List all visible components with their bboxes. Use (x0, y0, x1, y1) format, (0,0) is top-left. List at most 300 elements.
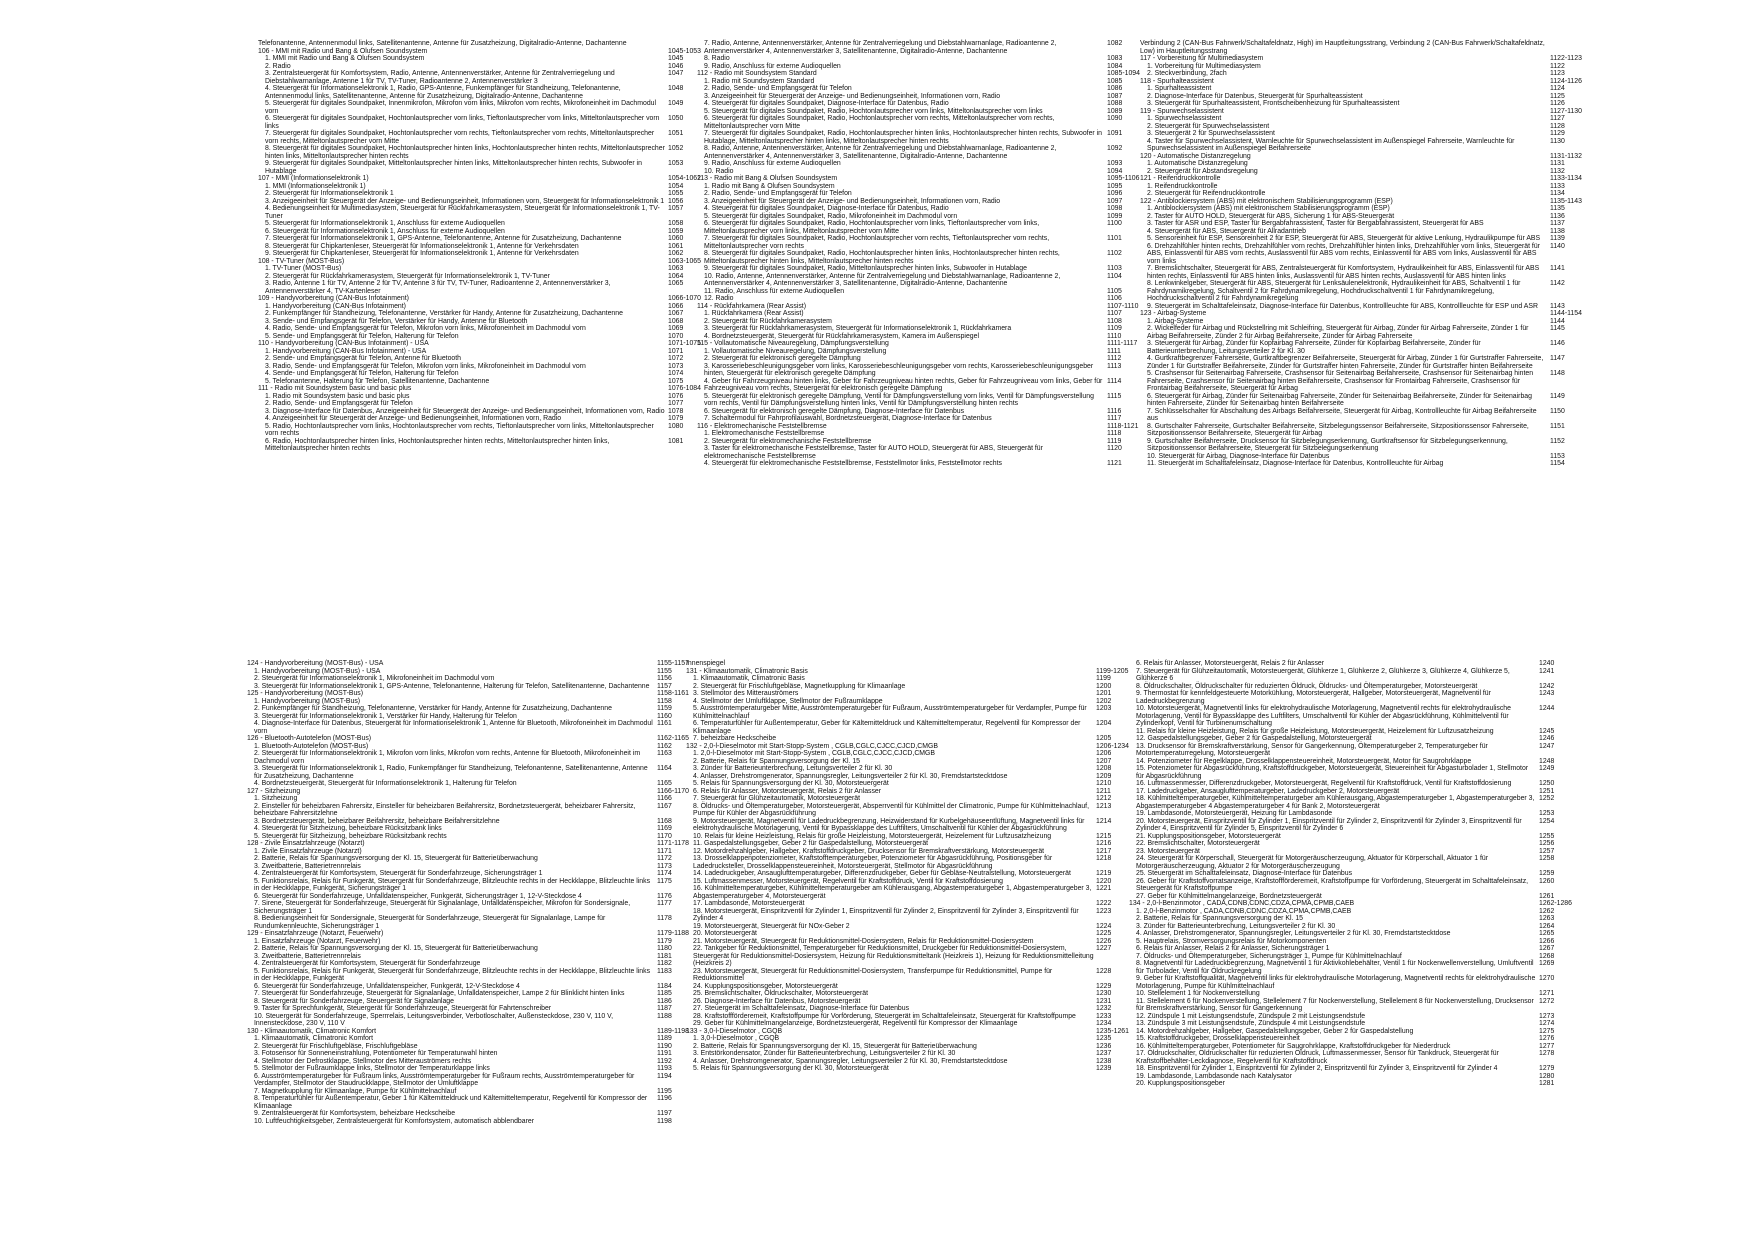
index-entry (1140, 205, 1610, 213)
index-entry (697, 78, 1167, 86)
page-number: 1077 (668, 400, 684, 407)
entry-text: 1. Einsatzfahrzeuge (Notarzt, Feuerwehr) (254, 937, 381, 945)
index-entry (258, 415, 728, 423)
entry-text: 124 - Handyvorbereitung (MOST-Bus) - USA (247, 660, 384, 667)
entry-text: 5. Funktionsrelais, Relais für Funkgerät, Steuergerät für Sonderfahrzeuge, Blitzleuchte rechts in der Heckklappe, Blitzleuchte links in der Heckklappe, Funkgerät (254, 967, 651, 982)
entry-text: 13. Zündspule 3 mit Leistungsendstufe, Zündspule 4 mit Leistungsendstufe (1136, 1020, 1366, 1027)
index-entry (247, 765, 717, 780)
index-entry (1129, 765, 1599, 780)
entry-text: 5. Steuergerät für Informationselektronik 1, Anschluss für externe Audioquellen (265, 220, 505, 227)
page-number: 1235 (1096, 1035, 1112, 1042)
entry-text: 128 - Zivile Einsatzfahrzeuge (Notarzt) (247, 840, 365, 847)
page-number: 1118 (1107, 430, 1122, 437)
index-entry (697, 198, 1167, 206)
page-number: 1095 (1107, 182, 1123, 190)
page-number: 1220 (1096, 877, 1112, 885)
index-entry (247, 713, 717, 721)
entry-text: 4. Gurtkraftbegrenzer Fahrerseite, Gurtkraftbegrenzer Beifahrerseite, Steuergerät für Airbag, Zünder 1 für Gurtstraffer Fahrerseite, Zünder 1 für Gurtstraffer Beifahrerseite, Zünder für Gurtstraffer hinten Fahrerseite, Zünder für Gurtstraffer hinten Beifahrerseite (1147, 355, 1544, 370)
entry-text: 2. Radio (265, 62, 291, 70)
entry-text: 4. Anlasser, Drehstromgenerator, Spannungsregler, Leitungsverteiler 2 für Kl. 30, Fremdstartstecktdose (1136, 930, 1451, 937)
page-number: 1124-1126 (1550, 77, 1582, 85)
entry-text: 8. Temperaturfühler für Außentemperatur, Geber 1 für Kältemitteldruck und Kältemitteltemperatur, Regelventil für Kompressor der Klimaanlage (254, 1095, 648, 1110)
entry-text: 4. Steuergerät für ABS, Steuergerät für Allradantrieb (1147, 227, 1306, 235)
index-entry (258, 393, 728, 401)
entry-text: 4. Geber für Fahrzeugniveau hinten links, Geber für Fahrzeugniveau hinten rechts, Geber für Fahrzeugniveau vorn links, Geber für Fahrzeugniveau vorn rechts, Steuergerät für elektronisch geregelte Dämpfung (704, 377, 1103, 392)
index-entry (686, 720, 1156, 735)
index-entry (1129, 810, 1599, 818)
entry-text: 1. Bluetooth-Autotelefon (MOST-Bus) (254, 742, 369, 750)
page-number: 1046 (668, 62, 684, 70)
page-number: 1116 (1107, 407, 1122, 415)
index-entry (258, 438, 728, 453)
page-number: 1157 (657, 682, 672, 690)
index-entry (1129, 668, 1599, 683)
page-number: 1045 (668, 55, 684, 62)
page-number: 1130 (1550, 137, 1565, 145)
entry-text: 29. Geber für Kühlmittelmangelanzeige, Bordnetzsteuergerät, Regelventil für Kompressor der Klimaanlage (693, 1020, 1018, 1027)
index-entry (1140, 453, 1610, 461)
entry-text: 3. Anzeigeeinheit für Steuergerät der Anzeige- und Bedienungseinheit, Informationen vorn, Radio (704, 92, 1001, 100)
entry-text: 2. Batterie, Relais für Spannungsversorgung der Kl. 15, Steuergerät für Batterieüberwachung (693, 1042, 977, 1050)
page-number: 1112 (1107, 355, 1122, 362)
entry-text: 5. Steuergerät für elektronisch geregelte Dämpfung, Ventil für Dämpfungsverstellung vorn links, Ventil für Dämpfungsverstellung vorn rechts, Ventil für Dämpfungsverstellung hinten links, Ventil für Dämpfungsverstellung hinten rechts (704, 392, 1094, 407)
section-heading (1140, 175, 1610, 183)
index-entry (1140, 115, 1610, 123)
page-number: 1080 (668, 422, 684, 430)
entry-text: 9. Gurtschalter Beifahrerseite, Drucksensor für Sitzbelegungserkennung, Gurtkraftsensor für Sitzbelegungserkennung, Sitzpositionssensor Beifahrerseite, Steuergerät für Sitzbelegungserkennung (1147, 437, 1508, 452)
entry-text: 9. Geber für Kraftstoffqualität, Magnetventil links für elektrohydraulische Motorlagerung, Magnetventil rechts für elektrohydraulische Motorlagerung, Pumpe für Kühlmittelnachlauf (1136, 975, 1536, 990)
index-entry (686, 1035, 1156, 1043)
entry-text: 3. Steuergerät 2 für Spurwechselassistent (1147, 130, 1275, 137)
entry-text: 3. Taster für ASR und ESP, Taster für Bergabfahrassistent, Taster für Bergabfahrassistent, Steuergerät für ABS (1147, 220, 1484, 227)
index-entry (1129, 818, 1599, 833)
section-heading (697, 340, 1167, 348)
index-entry (1140, 100, 1610, 108)
entry-text: 2. Steuergerät für Frischluftgebläse, Frischluftgebläse (254, 1042, 418, 1050)
index-entry (1140, 123, 1610, 131)
entry-text: Telefonantenne, Antennenmodul links, Satellitenantenne, Antenne für Zusatzheizung, Digitalradio-Antenne, Dachantenne (258, 40, 627, 47)
entry-text: 121 - Reifendruckkontrolle (1140, 175, 1221, 182)
page-number: 1144 (1550, 317, 1565, 325)
index-panel-top-left (258, 40, 728, 453)
page-number: 1200 (1096, 682, 1112, 690)
index-entry (1140, 243, 1610, 266)
page-number: 1210 (1096, 780, 1112, 787)
entry-text: 3. Steuergerät für Spurhalteassistent, Frontscheibenheizung für Spurhalteassistent (1147, 100, 1400, 107)
section-heading (697, 423, 1167, 431)
page-number: 1105 (1107, 287, 1122, 295)
entry-text: 6. Steuergerät für digitales Soundpaket, Radio, Hochtonlautsprecher vorn rechts, Mitteltonlautsprecher vorn rechts, Mitteltonlautsprecher vorn Mitte (704, 115, 1055, 130)
index-entry (1129, 848, 1599, 856)
index-entry (686, 1020, 1156, 1028)
entry-text: 1. Antiblockiersystem (ABS) mit elektronischem Stabilisierungsprogramm (ESP) (1147, 205, 1390, 212)
entry-text: 3. Steuergerät für Informationselektronik 1, GPS-Antenne, Telefonantenne, Halterung für Telefon, Satellitenantenne, Dachantenne (254, 682, 650, 690)
entry-text: 5. Sensoreinheit für ESP, Sensoreinheit 2 für ESP, Steuergerät für ABS, Steuergerät für aktive Lenkung, Hydraulikpumpe für ABS (1147, 235, 1541, 242)
page-number: 1072 (668, 355, 684, 362)
index-entry (686, 765, 1156, 773)
index-entry (258, 363, 728, 371)
index-entry (697, 100, 1167, 108)
entry-text: 6. Temperaturfühler für Außentemperatur, Geber für Kältemitteldruck und Kältemitteltemperatur, Regelventil für Kompressor der Klimaanlage (693, 720, 1081, 735)
index-entry (258, 130, 728, 145)
index-entry (686, 983, 1156, 991)
entry-text: 4. Radio, Sende- und Empfangsgerät für Telefon, Mikrofon vorn links, Mikrofoneinheit im Dachmodul vorn (265, 325, 586, 332)
entry-text: 6. Radio, Hochtonlautsprecher hinten links, Hochtonlautsprecher hinten rechts, Mitteltonlautsprecher hinten links, Mitteltonlautsprecher hinten rechts (265, 437, 610, 452)
entry-text: 1. Handyvorbereitung (CAN-Bus Infotainment) (265, 302, 406, 310)
entry-text: 7. Magnetkupplung für Klimaanlage, Pumpe für Kühlmittelnachlauf (254, 1087, 457, 1095)
page-number: 1100 (1107, 220, 1122, 227)
page-number: 1147 (1550, 355, 1565, 362)
index-entry (697, 130, 1167, 145)
section-heading (1140, 310, 1610, 318)
page-number: 1097 (1107, 197, 1123, 205)
entry-text: 111 - Radio mit Soundsystem basic und basic plus (258, 385, 412, 392)
page-number: 1070 (668, 332, 684, 340)
page-number: 1063 (668, 265, 684, 272)
entry-text: 3. Zweitbatterie, Batterietrennrelais (254, 862, 361, 870)
entry-text: 1. Sitzheizung (254, 795, 298, 802)
section-heading (258, 258, 728, 266)
section-heading (697, 303, 1167, 311)
entry-text: 9. Steuergerät für digitales Soundpaket, Radio, Mitteltonlautsprecher hinten links, Subwoofer in Hutablage (704, 265, 1027, 272)
page-number: 1186 (657, 997, 672, 1005)
index-entry (1129, 840, 1599, 848)
index-entry (1129, 728, 1599, 736)
entry-text: Innenspiegel (686, 660, 726, 667)
index-entry (697, 438, 1167, 446)
index-entry (697, 288, 1167, 296)
entry-text: 1. Airbag-Systeme (1147, 317, 1204, 325)
index-entry (1129, 795, 1599, 810)
page-number: 1069 (668, 325, 684, 332)
page-number: 1094 (1107, 167, 1123, 175)
page-number: 1225 (1096, 930, 1112, 937)
page-number: 1132 (1550, 167, 1565, 175)
page-number: 1271 (1539, 990, 1555, 997)
entry-text: 1. Klimaautomatik, Climatronic Komfort (254, 1035, 374, 1042)
index-entry (258, 265, 728, 273)
index-entry (697, 93, 1167, 101)
section-heading (1140, 198, 1610, 206)
entry-text: 11. Relais für kleine Heizleistung, Relais für große Heizleistung, Motorsteuergerät, Heizelement für Luftzusatzheizung (1136, 727, 1494, 735)
page-number: 1085-1094 (1107, 70, 1140, 77)
index-entry (686, 698, 1156, 706)
entry-text: 2. Steuergerät für Informationselektronik 1 (265, 190, 394, 197)
page-number: 1196 (657, 1095, 672, 1102)
entry-text: 6. Steuergerät für elektronisch geregelte Dämpfung, Diagnose-Interface für Datenbus (704, 407, 965, 415)
entry-text: 5. Steuergerät für digitales Soundpaket, Radio, Hochtonlautsprecher vorn links, Mitteltonlautsprecher vorn links (704, 107, 1043, 115)
entry-text: 12. Gaspedalstellungsgeber, Geber 2 für Gaspedalstellung, Motorsteuergerät (1136, 735, 1372, 742)
index-entry (1129, 930, 1599, 938)
entry-text: 1. Radio mit Soundsystem Standard (704, 77, 815, 85)
entry-text: 2. Radio, Sende- und Empfangsgerät für Telefon (704, 190, 852, 197)
index-entry (258, 160, 728, 175)
page-number: 1109 (1107, 325, 1122, 332)
entry-text: 10. Motorsteuergerät, Magnetventil links für elektrohydraulische Motorlagerung, Magnetventil rechts für elektrohydraulische Motorlagerung, Ventil für Bypassklappe des Luftfilters, Umschaltventil für Kühler der Abgasrückführung, Kühlmittelventil für Zylinderkopf, Ventil für Turbinenumschaltung (1136, 705, 1511, 727)
entry-text: 108 - TV-Tuner (MOST-Bus) (258, 257, 345, 265)
index-entry (1129, 975, 1599, 990)
index-entry (1129, 1028, 1599, 1036)
page-number: 1158-1161 (657, 690, 689, 697)
index-entry (1140, 370, 1610, 393)
index-entry (686, 795, 1156, 803)
page-number: 1199 (1096, 675, 1111, 682)
index-entry (686, 750, 1156, 758)
page-number: 1083 (1107, 55, 1123, 62)
page-number: 1049 (668, 100, 684, 107)
index-entry (686, 990, 1156, 998)
page-number: 1224 (1096, 922, 1112, 930)
page-number: 1250 (1539, 780, 1555, 787)
entry-text: 4. Steuergerät für Sitzheizung, beheizbare Rücksitzbank links (254, 825, 442, 832)
index-entry (247, 698, 717, 706)
continued-entry (686, 660, 1156, 668)
index-entry (697, 408, 1167, 416)
entry-text: 106 - MMI mit Radio und Bang & Olufsen Soundsystem (258, 47, 428, 55)
entry-text: 2. Steckverbindung, 2fach (1147, 70, 1227, 77)
index-entry (1140, 265, 1610, 280)
index-entry (1129, 908, 1599, 916)
entry-text: 3. Steuergerät für Informationselektronik 1, Radio, Funkempfänger für Standheizung, Telefonantenne, Satellitenantenne, Antenne für Zusatzheizung, Dachantenne (254, 765, 648, 780)
page-number: 1122 (1550, 62, 1565, 70)
page-number: 1189 (657, 1035, 672, 1042)
index-entry (1140, 220, 1610, 228)
page-number: 1163 (657, 750, 672, 757)
page-number: 1119 (1107, 437, 1122, 445)
index-entry (247, 705, 717, 713)
index-entry (247, 870, 717, 878)
entry-text: 8. Bedienungseinheit für Sondersignale, Steuergerät für Sonderfahrzeuge, Steuergerät für Signalanlage, Lampe für Rundumkennleuchte, Sicherungsträger 1 (254, 915, 606, 930)
page-number: 1180 (657, 945, 672, 952)
page-number: 1059 (668, 227, 684, 235)
entry-text: 4. Bordnetzsteuergerät, Steuergerät für Rückfahrkamerasystem, Kamera im Außenspiegel (704, 332, 979, 340)
entry-text: 3. Steuergerät für Informationselektronik 1, Verstärker für Handy, Halterung für Telefon (254, 712, 517, 720)
page-number: 1120 (1107, 445, 1122, 452)
page-number: 1260 (1539, 877, 1555, 885)
entry-text: 3. Radio, Antenne 1 für TV, Antenne 2 für TV, Antenne 3 für TV, TV-Tuner, Radioantenne 2, Antennenverstärker 3, Antennenverstärker 4, TV-Kartenleser (265, 280, 611, 295)
index-entry (258, 408, 728, 416)
entry-text: 4. Anzeigeeinheit für Steuergerät der Anzeige- und Bedienungseinheit, Informationen vorn, Radio (265, 415, 562, 422)
entry-text: 2. Radio, Sende- und Empfangsgerät für Telefon (704, 85, 852, 92)
page-number: 1048 (668, 85, 684, 92)
index-entry (247, 750, 717, 765)
entry-text: 2. Radio, Sende- und Empfangsgerät für Telefon (265, 400, 413, 407)
index-entry (686, 818, 1156, 833)
index-entry (247, 743, 717, 751)
page-number: 1155-1157 (657, 660, 689, 667)
entry-text: 5. Radio, Hochtonlautsprecher vorn links, Hochtonlautsprecher vorn rechts, Tieftonlautsprecher vorn links, Mitteltonlautsprecher vorn rechts (265, 422, 654, 437)
index-entry (1129, 938, 1599, 946)
entry-text: 1. Vorbereitung für Multimediasystem (1147, 62, 1261, 70)
page-number: 1244 (1539, 705, 1555, 712)
entry-text: 3. Steuergerät für Airbag, Zünder für Kopfairbag Fahrerseite, Zünder für Kopfairbag Beifahrerseite, Zünder für Batterieunterbrechung, Leitungsverteiler 2 für Kl. 30 (1147, 340, 1481, 355)
entry-text: 1. TV-Tuner (MOST-Bus) (265, 265, 342, 272)
page-number: 1222 (1096, 900, 1112, 907)
index-entry (697, 235, 1167, 250)
index-entry (686, 1058, 1156, 1066)
page-number: 1239 (1096, 1065, 1112, 1072)
page-number: 1054-1062 (668, 175, 701, 182)
page-number: 1154 (1550, 460, 1565, 467)
page-number: 1241 (1539, 667, 1555, 675)
index-entry (1140, 303, 1610, 311)
page-number: 1168 (657, 817, 672, 825)
page-number: 1262 (1539, 907, 1555, 915)
index-entry (247, 953, 717, 961)
entry-text: 7. Steuergerät für Sonderfahrzeuge, Steuergerät für Signalanlage, Unfalldatenspeicher, Lampe 2 für Blinklicht hinten links (254, 990, 625, 997)
index-entry (247, 780, 717, 788)
page-number: 1084 (1107, 62, 1123, 70)
page-number: 1143 (1550, 302, 1565, 310)
page-number: 1248 (1539, 757, 1555, 765)
entry-text: 1. Handyvorbereitung (CAN-Bus Infotainment) - USA (265, 347, 427, 355)
entry-text: 14. Ladedruckgeber, Ansauglufttemperaturgeber, Differenzdruckgeber, Geber für Gebläse-Neutralstellung, Motorsteuergerät (693, 870, 1071, 877)
entry-text: 7. Schaltermodul für Fahrprofilauswahl, Bordnetzsteuergerät, Diagnose-Interface für Datenbus (704, 415, 992, 422)
page-number: 1107 (1107, 310, 1122, 317)
entry-text: 4. Bedienungseinheit für Multimediasystem, Steuergerät für Rückfahrkamerasystem, Steuergerät für Informationselektronik 1, TV-Tuner (265, 205, 660, 220)
index-entry (686, 780, 1156, 788)
index-entry (686, 1050, 1156, 1058)
entry-text: 3. Zünder für Batterieunterbrechung, Leitungsverteiler 2 für Kl. 30 (693, 765, 893, 772)
entry-text: 3. Bordnetzsteuergerät, beheizbarer Beifahrersitz, beheizbare Beifahrersitzlehne (254, 817, 500, 825)
page-number: 1146 (1550, 340, 1565, 347)
section-heading (247, 840, 717, 848)
index-entry (697, 63, 1167, 71)
entry-text: 11. Gaspedalstellungsgeber, Geber 2 für Gaspedalstellung, Motorsteuergerät (693, 840, 929, 847)
index-entry (247, 1058, 717, 1066)
page-number: 1090 (1107, 115, 1123, 122)
page-number: 1201 (1096, 690, 1112, 697)
page-number: 1138 (1550, 227, 1565, 235)
page-number: 1050 (668, 115, 684, 122)
page-number: 1071-1075 (668, 340, 701, 347)
page-number: 1184 (657, 982, 672, 990)
entry-text: 115 - Vollautomatische Niveauregelung, Dämpfungsverstellung (697, 340, 889, 347)
page-number: 1170 (657, 832, 672, 840)
page-number: 1045-1053 (668, 47, 701, 55)
page-number: 1192 (657, 1057, 672, 1065)
entry-text: 17. Öldruckschalter, Öldruckschalter für reduzierten Öldruck, Luftmassenmesser, Sensor für Tankdruck, Steuergerät für Kraftstoffbehälter-Leckdiagnose, Regelventil für Kraftstoffdruck (1136, 1050, 1499, 1065)
index-entry (258, 310, 728, 318)
index-entry (247, 795, 717, 803)
page-number: 1236 (1096, 1042, 1112, 1050)
page-number: 1279 (1539, 1065, 1555, 1072)
page-number: 1113 (1107, 362, 1122, 370)
entry-text: 5. Relais für Spannungsversorgung der Kl. 30, Motorsteuergerät (693, 1065, 889, 1072)
index-entry (686, 930, 1156, 938)
index-entry (697, 333, 1167, 341)
entry-text: 7. Öldrucks- und Öltemperaturgeber, Sicherungsträger 1, Pumpe für Kühlmittelnachlauf (1136, 952, 1402, 960)
page-number: 1156 (657, 675, 672, 682)
entry-text: 131 - Klimaautomatik, Climatronic Basis (686, 667, 808, 675)
index-entry (1129, 893, 1599, 901)
page-number: 1159 (657, 705, 672, 712)
entry-text: 17. Ladedruckgeber, Ansauglufttemperaturgeber, Ladedruckgeber 2, Motorsteuergerät (1136, 787, 1400, 795)
entry-text: 134 - 2,0-l-Benzinmotor , CADA,CDNB,CDNC,CDZA,CPMA,CPMB,CAEB (1129, 900, 1355, 907)
page-number: 1255 (1539, 832, 1555, 840)
page-number: 1280 (1539, 1072, 1555, 1080)
index-entry (1129, 1080, 1599, 1088)
entry-text: 7. Radio, Antenne, Antennenverstärker, Antenne für Zentralverriegelung und Diebstahlwarnanlage, Radioantenne 2, Antennenverstärker 4, Antennenverstärker 3, Satellitenantenne, Digitalradio-Antenne, Dachantenne (704, 40, 1057, 55)
entry-text: 3. Karosseriebeschleunigungsgeber vorn links, Karosseriebeschleunigungsgeber vorn rechts, Karosseriebeschleunigungsgeber hinten, Steuergerät für elektronisch geregelte Dämpfung (704, 362, 1094, 377)
entry-text: 5. Sende- und Empfangsgerät für Telefon, Halterung für Telefon (265, 332, 459, 340)
page-number: 1073 (668, 362, 684, 370)
page-number: 1144-1154 (1550, 310, 1582, 317)
page-number: 1099 (1107, 212, 1123, 220)
index-entry (697, 430, 1167, 438)
page-number: 1204 (1096, 720, 1112, 727)
entry-text: 4. Zentralsteuergerät für Komfortsystem, Steuergerät für Sonderfahrzeuge (254, 960, 481, 967)
index-entry (1129, 660, 1599, 668)
page-number: 1118-1121 (1107, 422, 1139, 430)
entry-text: 1. Rückfahrkamera (Rear Assist) (704, 310, 804, 317)
entry-text: 1. Vollautomatische Niveauregelung, Dämpfungsverstellung (704, 347, 887, 355)
page-number: 1191 (657, 1050, 672, 1057)
page-number: 1216 (1096, 840, 1112, 847)
entry-text: 9. Thermostat für kennfeldgesteuerte Motorkühlung, Motorsteuergerät, Hallgeber, Motorsteuergerät, Magnetventil für Ladedruckbegrenzung (1136, 690, 1491, 705)
page-number: 1162 (657, 742, 672, 750)
entry-text: 3. Radio, Sende- und Empfangsgerät für Telefon, Mikrofon vorn links, Mikrofoneinheit im Dachmodul vorn (265, 362, 586, 370)
page-number: 1086 (1107, 85, 1123, 92)
index-entry (247, 675, 717, 683)
index-panel-top-middle (697, 40, 1167, 468)
index-entry (686, 758, 1156, 766)
page-number: 1063-1065 (668, 257, 701, 265)
page-number: 1175 (657, 877, 672, 885)
entry-text: 4. Steuergerät für elektromechanische Feststellbremse, Feststellmotor links, Feststellmotor rechts (704, 460, 1002, 467)
index-entry (1140, 190, 1610, 198)
section-heading (697, 175, 1167, 183)
index-entry (258, 63, 728, 71)
page-number: 1171 (657, 847, 672, 855)
page-number: 1117 (1107, 415, 1122, 422)
index-entry (686, 878, 1156, 886)
page-number: 1092 (1107, 145, 1123, 152)
index-entry (1129, 743, 1599, 758)
page-number: 1102 (1107, 250, 1122, 257)
page-number: 1233 (1096, 1012, 1112, 1020)
page-number: 1142 (1550, 280, 1565, 287)
entry-text: 6. Steuergerät für Sonderfahrzeuge, Unfalldatenspeicher, Funkgerät, 12-V-Steckdose 4 (254, 982, 520, 990)
page-number: 1058 (668, 220, 684, 227)
index-entry (1140, 138, 1610, 153)
index-entry (697, 445, 1167, 460)
index-entry (247, 683, 717, 691)
entry-text: 1. Spurwechselassistent (1147, 115, 1222, 122)
index-entry (697, 220, 1167, 235)
entry-text: 1. 3,0-l-Dieselmotor , CGQB (693, 1035, 780, 1042)
index-entry (697, 310, 1167, 318)
index-entry (686, 885, 1156, 900)
page-number: 1101 (1107, 235, 1122, 242)
entry-text: 15. Kraftstoffdruckgeber, Drosselklappensteuereinheit (1136, 1035, 1300, 1042)
index-entry (258, 85, 728, 100)
page-number: 1194 (657, 1072, 672, 1080)
entry-text: 7. Steuergerät für Informationselektronik 1, GPS-Antenne, Telefonantenne, Antenne für Zusatzheizung, Dachantenne (265, 235, 622, 242)
page-number: 1242 (1539, 682, 1555, 690)
page-number: 1152 (1550, 437, 1565, 445)
entry-text: 2. Taster für AUTO HOLD, Steuergerät für ABS, Sicherung 1 für ABS-Steuergerät (1147, 212, 1395, 220)
index-entry (247, 720, 717, 735)
entry-text: 12. Zündspule 1 mit Leistungsendstufe, Zündspule 2 mit Leistungsendstufe (1136, 1012, 1366, 1020)
index-entry (1129, 735, 1599, 743)
index-entry (247, 960, 717, 968)
page-number: 1108 (1107, 317, 1122, 325)
entry-text: 112 - Radio mit Soundsystem Standard (697, 70, 817, 77)
entry-text: 109 - Handyvorbereitung (CAN-Bus Infotainment) (258, 295, 409, 302)
entry-text: 1. MMI mit Radio und Bang & Olufsen Soundsystem (265, 55, 425, 62)
page-number: 1125 (1550, 92, 1565, 100)
